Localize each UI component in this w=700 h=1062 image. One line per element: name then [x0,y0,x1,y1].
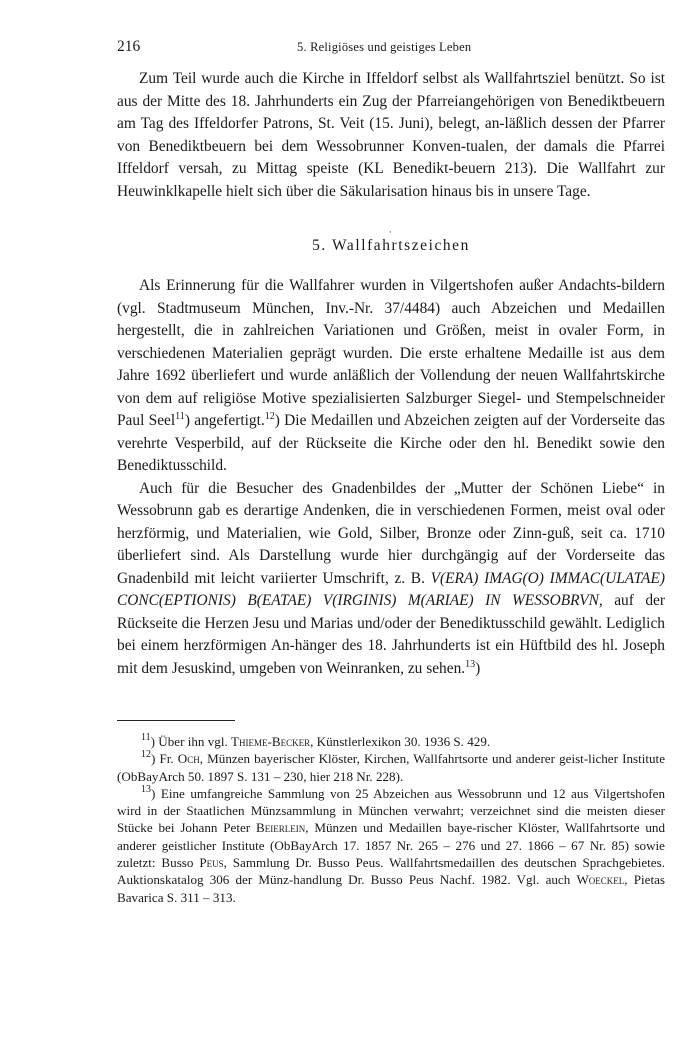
text-run: , Pietas Bavarica S. 311 – 313. [117,872,665,905]
book-page [117,38,665,906]
footnote-number: 12 [141,749,151,761]
text-run: , Münzen und Medaillen baye-rischer Klöster, Wallfahrtsorte und anderer geistlicher Institute (ObBayArch 17. 1857 Nr. 265 – 276 und 27. 1866 – 67 Nr. 85) sowie zuletzt: Busso [117,820,665,871]
footnote-11 [117,733,665,750]
text-run: ) Fr. [151,751,178,767]
footnote-12 [117,750,665,785]
footnote-number: 11 [141,732,151,743]
text-run: Auch für die Besucher des Gnadenbildes der „Mutter der Schönen Liebe“ in Wessobrunn gab es derartige Andenken, die in verschiedenen Formen, meist oval oder herzförmig, und Materialien, wie Gold, Silber, Bronze oder Zinn-guß, seit ca. 1710 überliefert sind. Als Darstellung wurde hier durchgängig auf der Vorderseite das Gnadenbild mit leicht variierter Umschrift, z. B. [117,479,665,587]
text-run: Als Erinnerung für die Wallfahrer wurden in Vilgertshofen außer Andachts-bildern (vgl. Stadtmuseum München, Inv.-Nr. 37/4484) auch Abzeichen und Medaillen hergestellt, die in zahlreichen Variationen und Größen, meist in ovaler Form, in verschiedenen Materialien geprägt wurden. Die erste erhaltene Medaille ist aus dem Jahre 1692 überliefert und wurde anläßlich der Vollendung der neuen Wallfahrtskirche von dem auf religiöse Motive spezialisierten Salzburger Siegel- und Stempelschneider Paul Seel [117,277,665,429]
footnote-ref-11[interactable]: 11 [175,411,185,422]
author-name: Och [177,751,200,767]
section-title-text: 5. Wallfahrtszeichen [312,237,470,254]
author-name: Peus [199,855,224,871]
paragraph-wessobrunn [117,478,665,681]
footnotes [117,733,665,906]
text-run: ) [475,659,481,677]
text-run: ) Über ihn vgl. [150,734,232,749]
main-text [117,68,665,680]
paragraph-vilgertshofen [117,275,665,478]
text-run: ) angefertigt. [184,412,265,429]
footnote-ref-13[interactable]: 13 [465,658,476,670]
text-run: , Münzen bayerischer Klöster, Kirchen, Wallfahrtsorte und anderer geist-licher Institute (ObBayArch 50. 1897 S. 131 – 230, hier 218 Nr. 228). [117,751,666,784]
text-run: ) Die Medaillen und Abzeichen zeigten auf der Vorderseite das verehrte Vesperbild, auf der Rückseite die Kirche oder den hl. Benedikt sowie den Benediktusschild. [117,412,665,474]
decorative-dot: · [388,227,394,237]
page-number: 216 [117,38,141,55]
running-head: 5. Religiöses und geistiges Leben [297,40,472,54]
author-name: Woeckel [576,872,625,888]
footnote-ref-12[interactable]: 12 [264,411,275,422]
text-run: ) Eine umfangreiche Sammlung von 25 Abzeichen aus Wessobrunn und 12 aus Vilgertshofen wird in der Staatlichen Münzsammlung in München verwahrt; verzeichnet sind die meisten dieser Stücke bei Johann Peter [117,785,665,836]
footnote-divider [117,720,235,721]
author-name: Thieme-Becker [231,734,311,749]
text-run: , Sammlung Dr. Busso Peus. Wallfahrtsmedaillen des deutschen Sprachgebietes. Auktionskatalog 306 der Münz-handlung Dr. Busso Peus Nachf. 1982. Vgl. auch [117,855,665,888]
medal-inscription: V(ERA) IMAG(O) IMMAC(ULATAE) CONC(EPTIONIS) B(EATAE) V(IRGINIS) M(ARIAE) IN WESSOBRVN [117,569,665,609]
footnote-13 [117,785,665,906]
author-name: Beierlein [256,820,306,836]
text-run: , auf der Rückseite die Herzen Jesu und Marias und/oder der Benediktusschild gewählt. Lediglich bei einem herzförmigen An-hänger des 18. Jahrhunderts ist ein Hüftbild des hl. Joseph mit dem Jesuskind, umgeben von Weinranken, zu sehen. [117,592,665,677]
page-header [117,38,665,68]
text-run: , Künstlerlexikon 30. 1936 S. 429. [310,734,491,749]
paragraph-iffeldorf: Zum Teil wurde auch die Kirche in Iffeldorf selbst als Wallfahrtsziel benützt. So ist aus der Mitte des 18. Jahrhunderts ein Zug der Pfarreiangehörigen von Benediktbeuern am Tag des Iffeldorfer Patrons, St. Veit (15. Juni), belegt, an-läßlich dessen der Pfarrer von Benediktbeuern bei dem Wessobrunner Konven-tualen, der damals die Pfarrei Iffeldorf versah, zu Mittag speiste (KL Benedikt-beuern 213). Die Wallfahrt zur Heuwinklkapelle hielt sich über die Säkularisation hinaus bis in unsere Tage. [117,70,665,200]
footnote-number: 13 [141,783,151,795]
section-title [117,229,665,257]
